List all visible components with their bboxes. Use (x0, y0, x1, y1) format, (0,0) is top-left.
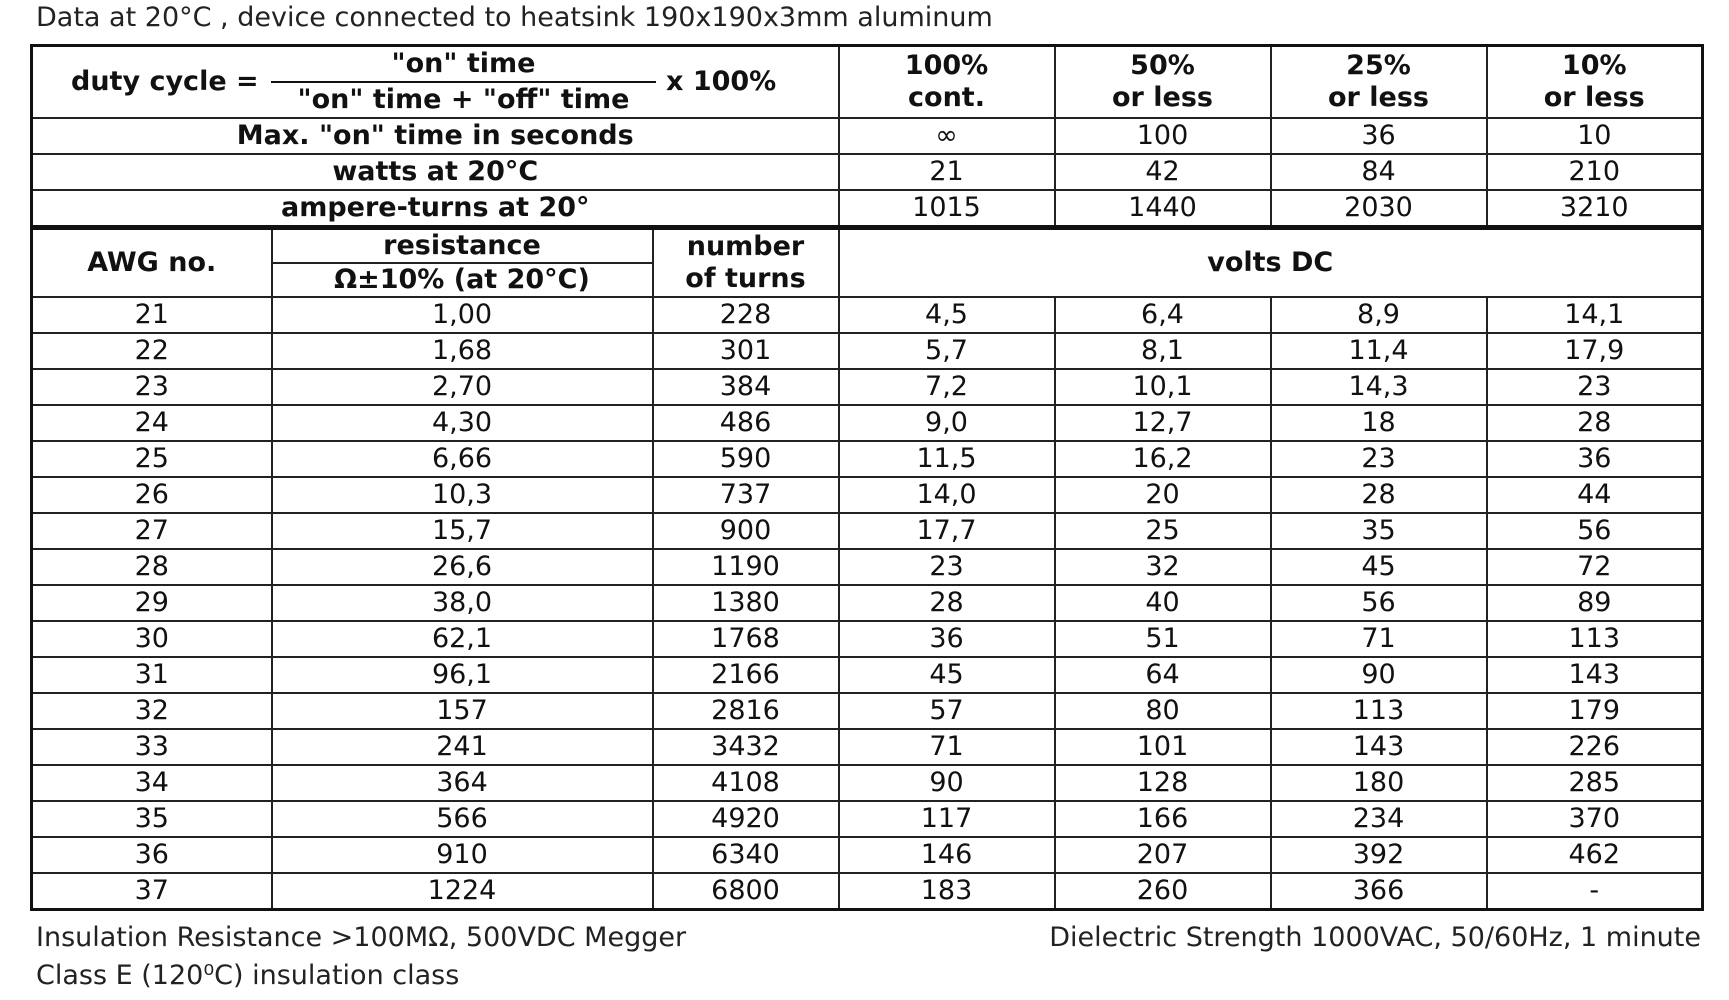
volts-cell: 117 (839, 801, 1055, 837)
resistance-cell: 10,3 (272, 477, 653, 513)
table-row (32, 297, 1703, 333)
turns-cell: 590 (653, 441, 839, 477)
volts-cell: 36 (839, 621, 1055, 657)
awg-cell: 22 (32, 333, 272, 369)
awg-cell: 21 (32, 297, 272, 333)
duty-column-header (1055, 46, 1271, 119)
volts-cell: 35 (1271, 513, 1487, 549)
volts-cell: 56 (1487, 513, 1703, 549)
turns-cell: 4920 (653, 801, 839, 837)
table-row (32, 405, 1703, 441)
resistance-cell: 1,68 (272, 333, 653, 369)
awg-cell: 32 (32, 693, 272, 729)
turns-cell: 737 (653, 477, 839, 513)
resistance-cell: 26,6 (272, 549, 653, 585)
coil-spec-table (30, 44, 1704, 911)
rating-value: 21 (839, 154, 1055, 190)
volts-cell: 8,1 (1055, 333, 1271, 369)
resistance-header-unit: Ω±10% (at 20°C) (334, 264, 590, 295)
volts-cell: 6,4 (1055, 297, 1271, 333)
turns-cell: 2816 (653, 693, 839, 729)
turns-cell: 384 (653, 369, 839, 405)
awg-cell: 29 (32, 585, 272, 621)
volts-cell: 14,0 (839, 477, 1055, 513)
rating-value: 1015 (839, 190, 1055, 228)
duty-qualifier: or less (1328, 82, 1429, 113)
volts-cell: 20 (1055, 477, 1271, 513)
turns-cell: 6800 (653, 873, 839, 910)
volts-cell: 14,3 (1271, 369, 1487, 405)
volts-cell: 392 (1271, 837, 1487, 873)
resistance-cell: 38,0 (272, 585, 653, 621)
duty-cycle-row (32, 46, 1703, 119)
volts-cell: 226 (1487, 729, 1703, 765)
awg-cell: 23 (32, 369, 272, 405)
awg-cell: 35 (32, 801, 272, 837)
awg-cell: 33 (32, 729, 272, 765)
duty-multiplier: x 100% (666, 66, 777, 97)
awg-cell: 25 (32, 441, 272, 477)
volts-cell: 57 (839, 693, 1055, 729)
volts-cell: 72 (1487, 549, 1703, 585)
awg-cell: 31 (32, 657, 272, 693)
volts-cell: 143 (1487, 657, 1703, 693)
duty-percent: 10% (1561, 50, 1627, 81)
rating-value: 210 (1487, 154, 1703, 190)
resistance-cell: 1,00 (272, 297, 653, 333)
resistance-cell: 62,1 (272, 621, 653, 657)
table-row (32, 549, 1703, 585)
volts-cell: 80 (1055, 693, 1271, 729)
duty-column-header (1487, 46, 1703, 119)
table-row (32, 765, 1703, 801)
volts-cell: 14,1 (1487, 297, 1703, 333)
table-row (32, 837, 1703, 873)
volts-cell: 366 (1271, 873, 1487, 910)
resistance-cell: 1224 (272, 873, 653, 910)
volts-cell: 4,5 (839, 297, 1055, 333)
volts-cell: 28 (1271, 477, 1487, 513)
duty-qualifier: or less (1543, 82, 1645, 113)
volts-cell: 40 (1055, 585, 1271, 621)
duty-denominator: "on" time + "off" time (297, 84, 630, 115)
rating-value: ∞ (839, 118, 1055, 154)
turns-cell: 4108 (653, 765, 839, 801)
resistance-cell: 910 (272, 837, 653, 873)
volts-cell: 90 (839, 765, 1055, 801)
volts-cell: 462 (1487, 837, 1703, 873)
volts-cell: 90 (1271, 657, 1487, 693)
turns-cell: 900 (653, 513, 839, 549)
table-caption: Data at 20°C , device connected to heatsink 190x190x3mm aluminum (36, 2, 993, 33)
resistance-header (272, 228, 653, 298)
duty-cycle-formula (32, 46, 839, 119)
turns-cell: 301 (653, 333, 839, 369)
awg-cell: 30 (32, 621, 272, 657)
rating-value: 10 (1487, 118, 1703, 154)
volts-cell: 16,2 (1055, 441, 1271, 477)
volts-cell: 36 (1487, 441, 1703, 477)
volts-cell: - (1487, 873, 1703, 910)
volts-cell: 101 (1055, 729, 1271, 765)
awg-cell: 24 (32, 405, 272, 441)
table-row (32, 333, 1703, 369)
volts-cell: 179 (1487, 693, 1703, 729)
turns-cell: 3432 (653, 729, 839, 765)
duty-percent: 50% (1130, 50, 1195, 81)
duty-qualifier: cont. (908, 82, 985, 113)
volts-cell: 11,4 (1271, 333, 1487, 369)
volts-cell: 234 (1271, 801, 1487, 837)
rating-label: Max. "on" time in seconds (32, 118, 839, 154)
rating-value: 36 (1271, 118, 1487, 154)
volts-cell: 113 (1271, 693, 1487, 729)
turns-header-line1: number (686, 231, 805, 262)
volts-cell: 7,2 (839, 369, 1055, 405)
duty-column-header (1271, 46, 1487, 119)
turns-cell: 486 (653, 405, 839, 441)
volts-cell: 166 (1055, 801, 1271, 837)
turns-cell: 228 (653, 297, 839, 333)
duty-numerator: "on" time (271, 47, 656, 83)
resistance-cell: 241 (272, 729, 653, 765)
awg-cell: 36 (32, 837, 272, 873)
volts-cell: 146 (839, 837, 1055, 873)
volts-cell: 183 (839, 873, 1055, 910)
volts-cell: 23 (1487, 369, 1703, 405)
duty-cycle-fraction (271, 47, 656, 117)
volts-cell: 71 (1271, 621, 1487, 657)
table-row (32, 801, 1703, 837)
volts-cell: 370 (1487, 801, 1703, 837)
rating-label: watts at 20°C (32, 154, 839, 190)
table-row (32, 873, 1703, 910)
table-row (32, 585, 1703, 621)
table-row (32, 369, 1703, 405)
duty-qualifier: or less (1112, 82, 1213, 113)
rating-row (32, 190, 1703, 228)
resistance-cell: 4,30 (272, 405, 653, 441)
resistance-cell: 96,1 (272, 657, 653, 693)
volts-cell: 25 (1055, 513, 1271, 549)
insulation-class-note: Class E (120⁰C) insulation class (36, 960, 460, 991)
volts-cell: 28 (839, 585, 1055, 621)
volts-cell: 285 (1487, 765, 1703, 801)
volts-cell: 28 (1487, 405, 1703, 441)
turns-cell: 1380 (653, 585, 839, 621)
turns-header (653, 228, 839, 298)
rating-value: 84 (1271, 154, 1487, 190)
turns-cell: 6340 (653, 837, 839, 873)
awg-cell: 34 (32, 765, 272, 801)
table-row (32, 477, 1703, 513)
dielectric-strength-note: Dielectric Strength 1000VAC, 50/60Hz, 1 minute (1049, 922, 1701, 953)
rating-value: 1440 (1055, 190, 1271, 228)
volts-cell: 8,9 (1271, 297, 1487, 333)
volts-cell: 9,0 (839, 405, 1055, 441)
volts-cell: 32 (1055, 549, 1271, 585)
table-row (32, 621, 1703, 657)
volts-cell: 17,9 (1487, 333, 1703, 369)
table-row (32, 513, 1703, 549)
turns-cell: 2166 (653, 657, 839, 693)
duty-percent: 100% (904, 50, 989, 81)
volts-cell: 23 (839, 549, 1055, 585)
table-row (32, 729, 1703, 765)
volts-cell: 17,7 (839, 513, 1055, 549)
turns-header-line2: of turns (685, 263, 806, 294)
rating-value: 100 (1055, 118, 1271, 154)
volts-cell: 11,5 (839, 441, 1055, 477)
rating-value: 42 (1055, 154, 1271, 190)
coil-header-row (32, 228, 1703, 298)
volts-cell: 207 (1055, 837, 1271, 873)
rating-value: 2030 (1271, 190, 1487, 228)
volts-cell: 51 (1055, 621, 1271, 657)
volts-cell: 12,7 (1055, 405, 1271, 441)
volts-cell: 5,7 (839, 333, 1055, 369)
volts-cell: 44 (1487, 477, 1703, 513)
volts-cell: 143 (1271, 729, 1487, 765)
awg-cell: 37 (32, 873, 272, 910)
volts-cell: 180 (1271, 765, 1487, 801)
resistance-cell: 157 (272, 693, 653, 729)
volts-cell: 56 (1271, 585, 1487, 621)
resistance-cell: 15,7 (272, 513, 653, 549)
table-row (32, 441, 1703, 477)
duty-cycle-label: duty cycle = (71, 66, 259, 97)
volts-cell: 113 (1487, 621, 1703, 657)
duty-column-header (839, 46, 1055, 119)
rating-value: 3210 (1487, 190, 1703, 228)
volts-cell: 128 (1055, 765, 1271, 801)
resistance-cell: 2,70 (272, 369, 653, 405)
awg-cell: 26 (32, 477, 272, 513)
resistance-header-title: resistance (273, 230, 652, 264)
table-row (32, 693, 1703, 729)
turns-cell: 1768 (653, 621, 839, 657)
rating-label: ampere-turns at 20° (32, 190, 839, 228)
awg-cell: 27 (32, 513, 272, 549)
volts-cell: 260 (1055, 873, 1271, 910)
volts-dc-header: volts DC (839, 228, 1703, 298)
volts-cell: 45 (839, 657, 1055, 693)
rating-row (32, 154, 1703, 190)
awg-cell: 28 (32, 549, 272, 585)
volts-cell: 45 (1271, 549, 1487, 585)
volts-cell: 64 (1055, 657, 1271, 693)
resistance-cell: 6,66 (272, 441, 653, 477)
volts-cell: 10,1 (1055, 369, 1271, 405)
table-row (32, 657, 1703, 693)
resistance-cell: 566 (272, 801, 653, 837)
turns-cell: 1190 (653, 549, 839, 585)
volts-cell: 18 (1271, 405, 1487, 441)
rating-row (32, 118, 1703, 154)
coil-rows (32, 297, 1703, 910)
volts-cell: 89 (1487, 585, 1703, 621)
duty-percent: 25% (1346, 50, 1411, 81)
volts-cell: 23 (1271, 441, 1487, 477)
volts-cell: 71 (839, 729, 1055, 765)
awg-header: AWG no. (32, 228, 272, 298)
resistance-cell: 364 (272, 765, 653, 801)
insulation-resistance-note: Insulation Resistance >100MΩ, 500VDC Megger (36, 922, 687, 953)
